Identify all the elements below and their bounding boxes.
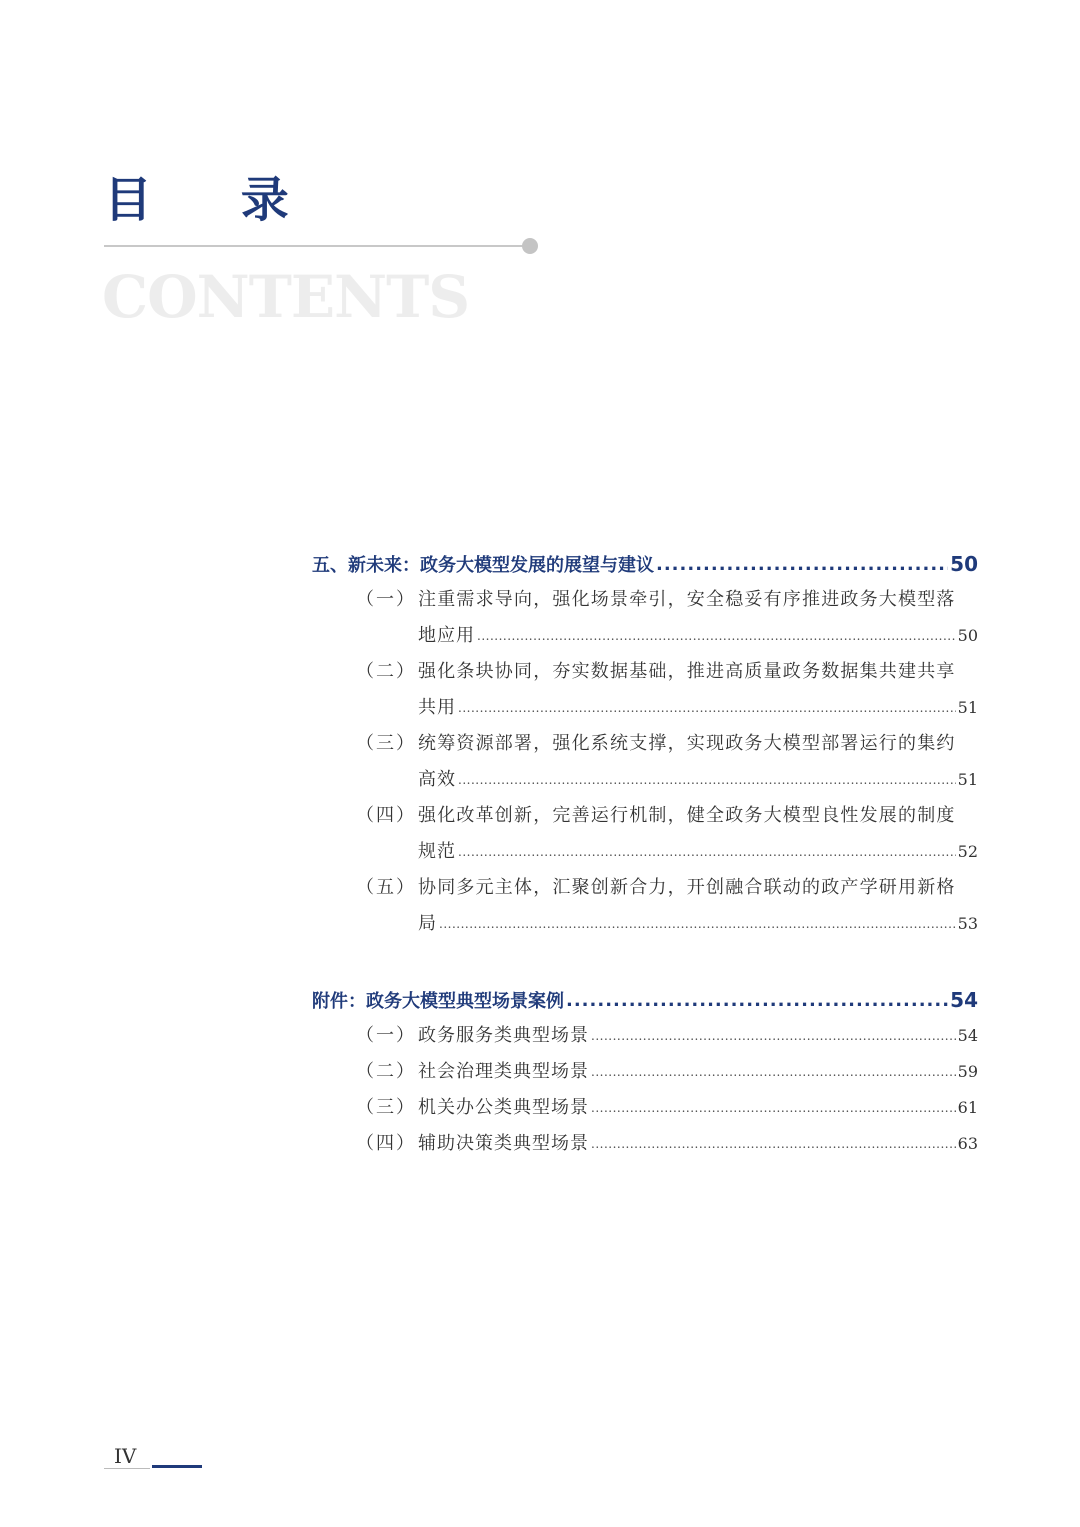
entry-title: 政务服务类典型场景 — [418, 1025, 589, 1046]
entry-page: 54 — [957, 1026, 978, 1045]
entry-number: （一） — [356, 1025, 416, 1046]
entry-title-line1: 强化条块协同，夯实数据基础，推进高质量政务数据集共建共享 — [418, 661, 956, 682]
entry-number: （二） — [356, 661, 416, 682]
entry-page: 53 — [957, 914, 978, 933]
entry-page: 63 — [957, 1134, 978, 1153]
entry-number: （三） — [356, 733, 416, 754]
entry-page: 50 — [957, 626, 978, 645]
entry-title: 机关办公类典型场景 — [418, 1097, 589, 1118]
dot-leader — [591, 1018, 956, 1054]
toc-entry[interactable] — [312, 798, 978, 870]
page-subtitle: CONTENTS — [102, 263, 470, 331]
title-divider — [104, 245, 524, 247]
toc-entry[interactable] — [312, 582, 978, 654]
entry-title-line2: 地应用 — [418, 625, 475, 646]
toc-entry[interactable] — [312, 1090, 978, 1126]
dot-leader — [458, 762, 956, 798]
dot-leader — [439, 906, 956, 942]
toc-chapter-5 — [312, 546, 978, 942]
entry-page: 52 — [957, 842, 978, 861]
dot-leader — [566, 990, 948, 1011]
chapter-title: 五、新未来：政务大模型发展的展望与建议 — [312, 555, 654, 576]
entry-title-line1: 协同多元主体，汇聚创新合力，开创融合联动的政产学研用新格 — [418, 877, 956, 898]
entry-title-line1: 统筹资源部署，强化系统支撑，实现政务大模型部署运行的集约 — [418, 733, 956, 754]
footer-accent-rule — [152, 1465, 202, 1468]
entry-title-line2: 局 — [418, 913, 437, 934]
entry-title-line1: 注重需求导向，强化场景牵引，安全稳妥有序推进政务大模型落 — [418, 589, 956, 610]
page-number: IV — [114, 1444, 137, 1468]
page-title: 目 录 — [104, 172, 325, 228]
entry-page: 51 — [957, 698, 978, 717]
entry-title: 辅助决策类典型场景 — [418, 1133, 589, 1154]
entry-number: （五） — [356, 877, 416, 898]
toc-entry[interactable] — [312, 1054, 978, 1090]
chapter-title: 附件：政务大模型典型场景案例 — [312, 991, 564, 1012]
dot-leader — [458, 834, 956, 870]
chapter-page: 54 — [950, 988, 978, 1012]
chapter-heading[interactable] — [312, 982, 978, 1018]
toc-entry[interactable] — [312, 1126, 978, 1162]
dot-leader — [458, 690, 956, 726]
dot-leader — [656, 554, 948, 575]
entry-number: （一） — [356, 589, 416, 610]
entry-number: （四） — [356, 1133, 416, 1154]
entry-page: 59 — [957, 1062, 978, 1081]
toc-entry[interactable] — [312, 654, 978, 726]
toc-entry[interactable] — [312, 726, 978, 798]
dot-leader — [591, 1126, 956, 1162]
dot-leader — [591, 1090, 956, 1126]
entry-title-line2: 高效 — [418, 769, 456, 790]
dot-leader — [591, 1054, 956, 1090]
entry-title-line1: 强化改革创新，完善运行机制，健全政务大模型良性发展的制度 — [418, 805, 956, 826]
toc-entry[interactable] — [312, 870, 978, 942]
entry-page: 51 — [957, 770, 978, 789]
entry-number: （二） — [356, 1061, 416, 1082]
entry-title: 社会治理类典型场景 — [418, 1061, 589, 1082]
footer-rule — [104, 1468, 150, 1469]
chapter-page: 50 — [950, 552, 978, 576]
chapter-heading[interactable] — [312, 546, 978, 582]
dot-leader — [477, 618, 956, 654]
entry-number: （四） — [356, 805, 416, 826]
toc-appendix — [312, 982, 978, 1162]
toc-entry[interactable] — [312, 1018, 978, 1054]
entry-number: （三） — [356, 1097, 416, 1118]
entry-title-line2: 规范 — [418, 841, 456, 862]
entry-page: 61 — [957, 1098, 978, 1117]
title-divider-dot — [522, 238, 538, 254]
entry-title-line2: 共用 — [418, 697, 456, 718]
